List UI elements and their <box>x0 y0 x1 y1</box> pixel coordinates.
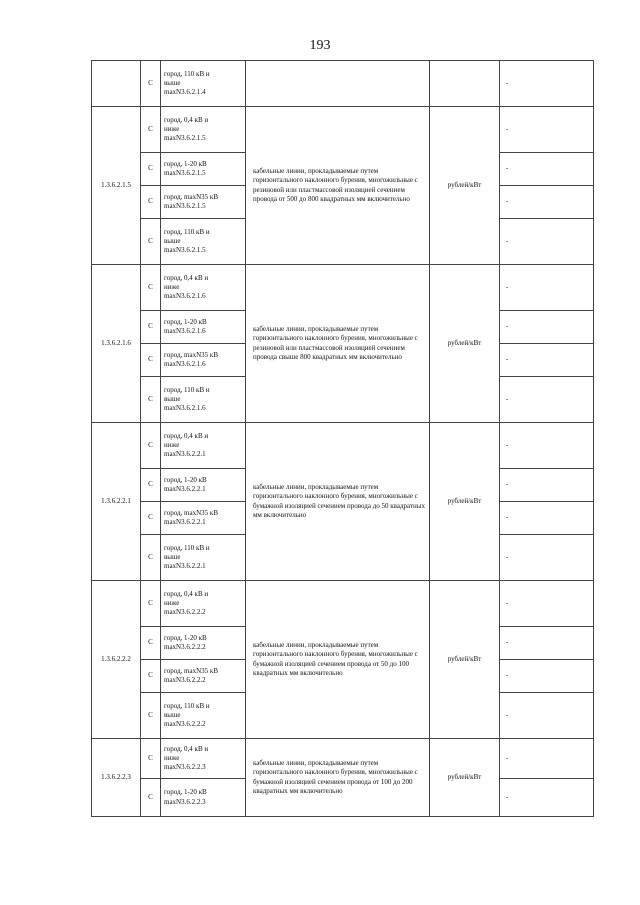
category-cell: С <box>141 535 161 581</box>
category-cell: С <box>141 153 161 186</box>
code-cell: 1.3.6.2.1.5 <box>92 107 141 265</box>
voltage-level-line: maxN3.6.2.2.3 <box>164 763 206 772</box>
value-cell: - <box>500 377 594 423</box>
voltage-level-line: город, maxN35 кВ <box>164 350 218 359</box>
value-cell: - <box>500 265 594 311</box>
voltage-level-line: maxN3.6.2.2.2 <box>164 608 206 617</box>
unit-cell <box>430 61 500 107</box>
voltage-level-line: maxN3.6.2.2.1 <box>164 562 206 571</box>
voltage-level-line: ниже <box>164 598 180 607</box>
voltage-level-line: город, 0,4 кВ и <box>164 115 209 124</box>
category-cell: С <box>141 344 161 377</box>
voltage-level-line: город, 110 кВ и <box>164 701 210 710</box>
category-cell: С <box>141 377 161 423</box>
category-cell: С <box>141 265 161 311</box>
unit-cell: рублей/кВт <box>430 265 500 423</box>
voltage-level-line: ниже <box>164 753 180 762</box>
category-cell: С <box>141 311 161 344</box>
category-cell: С <box>141 581 161 627</box>
table-row <box>92 423 594 469</box>
voltage-level-cell <box>161 660 246 693</box>
table-row <box>92 739 594 779</box>
voltage-level-line: город, 0,4 кВ и <box>164 431 209 440</box>
voltage-level-cell <box>161 107 246 153</box>
value-cell: - <box>500 535 594 581</box>
voltage-level-cell <box>161 61 246 107</box>
value-cell: - <box>500 311 594 344</box>
code-cell: 1.3.6.2.2.3 <box>92 739 141 817</box>
value-cell: - <box>500 423 594 469</box>
voltage-level-line: город, 1-20 кВ <box>164 633 207 642</box>
voltage-level-line: ниже <box>164 282 180 291</box>
voltage-level-line: город, 0,4 кВ и <box>164 744 209 753</box>
category-cell: С <box>141 186 161 219</box>
category-cell: С <box>141 627 161 660</box>
value-cell: - <box>500 627 594 660</box>
value-cell: - <box>500 344 594 377</box>
voltage-level-cell <box>161 265 246 311</box>
voltage-level-line: город, 0,4 кВ и <box>164 273 209 282</box>
voltage-level-line: выше <box>164 394 181 403</box>
voltage-level-line: maxN3.6.2.1.4 <box>164 88 206 97</box>
voltage-level-cell <box>161 186 246 219</box>
voltage-level-line: maxN3.6.2.2.3 <box>164 797 206 806</box>
voltage-level-line: город, 110 кВ и <box>164 227 210 236</box>
voltage-level-cell <box>161 469 246 502</box>
voltage-level-cell <box>161 779 246 817</box>
page-number: 193 <box>309 38 331 53</box>
voltage-level-line: maxN3.6.2.2.1 <box>164 485 206 493</box>
voltage-level-line: maxN3.6.2.1.5 <box>164 246 206 255</box>
voltage-level-line: maxN3.6.2.1.5 <box>164 134 206 143</box>
voltage-level-cell <box>161 739 246 779</box>
voltage-level-line: город, maxN35 кВ <box>164 666 218 675</box>
voltage-level-line: выше <box>164 236 181 245</box>
voltage-level-line: город, 110 кВ и <box>164 385 210 394</box>
tariff-table-body <box>92 61 594 817</box>
category-cell: С <box>141 61 161 107</box>
unit-cell: рублей/кВт <box>430 423 500 581</box>
value-cell: - <box>500 186 594 219</box>
category-cell: С <box>141 779 161 817</box>
table-row <box>92 581 594 627</box>
voltage-level-cell <box>161 535 246 581</box>
category-cell: С <box>141 739 161 779</box>
category-cell: С <box>141 693 161 739</box>
voltage-level-line: maxN3.6.2.1.5 <box>164 169 206 177</box>
voltage-level-line: город, maxN35 кВ <box>164 192 218 201</box>
description-cell: кабельные линии, прокладываемые путем горизонтального наклонного бурения, многожильные с резиновой или пластмассовой изоляцией сечением провода от 500 до 800 квадратных мм включительно <box>246 107 430 265</box>
voltage-level-cell <box>161 153 246 186</box>
voltage-level-line: город, 110 кВ и <box>164 69 210 78</box>
voltage-level-line: maxN3.6.2.1.6 <box>164 292 206 301</box>
table-row <box>92 107 594 153</box>
voltage-level-cell <box>161 627 246 660</box>
unit-cell: рублей/кВт <box>430 107 500 265</box>
description-cell: кабельные линии, прокладываемые путем горизонтального наклонного бурения, многожильные с резиновой или пластмассовой изоляцией сечением провода свыше 800 квадратных мм включительно <box>246 265 430 423</box>
voltage-level-cell <box>161 423 246 469</box>
code-cell <box>92 61 141 107</box>
tariff-table <box>91 60 594 817</box>
voltage-level-cell <box>161 219 246 265</box>
value-cell: - <box>500 581 594 627</box>
category-cell: С <box>141 502 161 535</box>
category-cell: С <box>141 107 161 153</box>
voltage-level-cell <box>161 693 246 739</box>
voltage-level-line: maxN3.6.2.1.6 <box>164 404 206 413</box>
voltage-level-line: maxN3.6.2.1.5 <box>164 202 206 210</box>
description-cell <box>246 61 430 107</box>
voltage-level-cell <box>161 344 246 377</box>
code-cell: 1.3.6.2.1.6 <box>92 265 141 423</box>
voltage-level-line: выше <box>164 710 181 719</box>
table-row <box>92 61 594 107</box>
value-cell: - <box>500 153 594 186</box>
voltage-level-line: maxN3.6.2.2.1 <box>164 450 206 459</box>
voltage-level-line: город, 1-20 кВ <box>164 317 207 326</box>
voltage-level-line: maxN3.6.2.1.6 <box>164 360 206 368</box>
unit-cell: рублей/кВт <box>430 581 500 739</box>
unit-cell: рублей/кВт <box>430 739 500 817</box>
voltage-level-line: выше <box>164 78 181 87</box>
voltage-level-line: город, 1-20 кВ <box>164 788 207 797</box>
voltage-level-line: maxN3.6.2.2.1 <box>164 518 206 526</box>
voltage-level-line: maxN3.6.2.1.6 <box>164 327 206 335</box>
value-cell: - <box>500 61 594 107</box>
value-cell: - <box>500 739 594 779</box>
voltage-level-line: выше <box>164 552 181 561</box>
voltage-level-line: город, maxN35 кВ <box>164 508 218 517</box>
voltage-level-line: город, 0,4 кВ и <box>164 589 209 598</box>
value-cell: - <box>500 469 594 502</box>
value-cell: - <box>500 779 594 817</box>
value-cell: - <box>500 693 594 739</box>
code-cell: 1.3.6.2.2.1 <box>92 423 141 581</box>
voltage-level-line: город, 1-20 кВ <box>164 159 207 168</box>
table-row <box>92 265 594 311</box>
value-cell: - <box>500 660 594 693</box>
voltage-level-cell <box>161 581 246 627</box>
code-cell: 1.3.6.2.2.2 <box>92 581 141 739</box>
category-cell: С <box>141 423 161 469</box>
voltage-level-line: город, 1-20 кВ <box>164 475 207 484</box>
value-cell: - <box>500 219 594 265</box>
description-cell: кабельные линии, прокладываемые путем горизонтального наклонного бурения, многожильные с бумажной изоляцией сечением провода от 100 до 200 квадратных мм включительно <box>246 739 430 817</box>
category-cell: С <box>141 660 161 693</box>
value-cell: - <box>500 107 594 153</box>
voltage-level-cell <box>161 311 246 344</box>
voltage-level-cell <box>161 502 246 535</box>
voltage-level-line: maxN3.6.2.2.2 <box>164 720 206 729</box>
voltage-level-line: город, 110 кВ и <box>164 543 210 552</box>
description-cell: кабельные линии, прокладываемые путем горизонтального наклонного бурения, многожильные с бумажной изоляцией сечением провода до 50 квадратных мм включительно <box>246 423 430 581</box>
category-cell: С <box>141 219 161 265</box>
voltage-level-line: maxN3.6.2.2.2 <box>164 643 206 651</box>
description-cell: кабельные линии, прокладываемые путем горизонтального наклонного бурения, многожильные с бумажной изоляцией сечением провода от 50 до 100 квадратных мм включительно <box>246 581 430 739</box>
voltage-level-line: ниже <box>164 440 180 449</box>
voltage-level-line: maxN3.6.2.2.2 <box>164 676 206 684</box>
voltage-level-line: ниже <box>164 124 180 133</box>
voltage-level-cell <box>161 377 246 423</box>
category-cell: С <box>141 469 161 502</box>
value-cell: - <box>500 502 594 535</box>
